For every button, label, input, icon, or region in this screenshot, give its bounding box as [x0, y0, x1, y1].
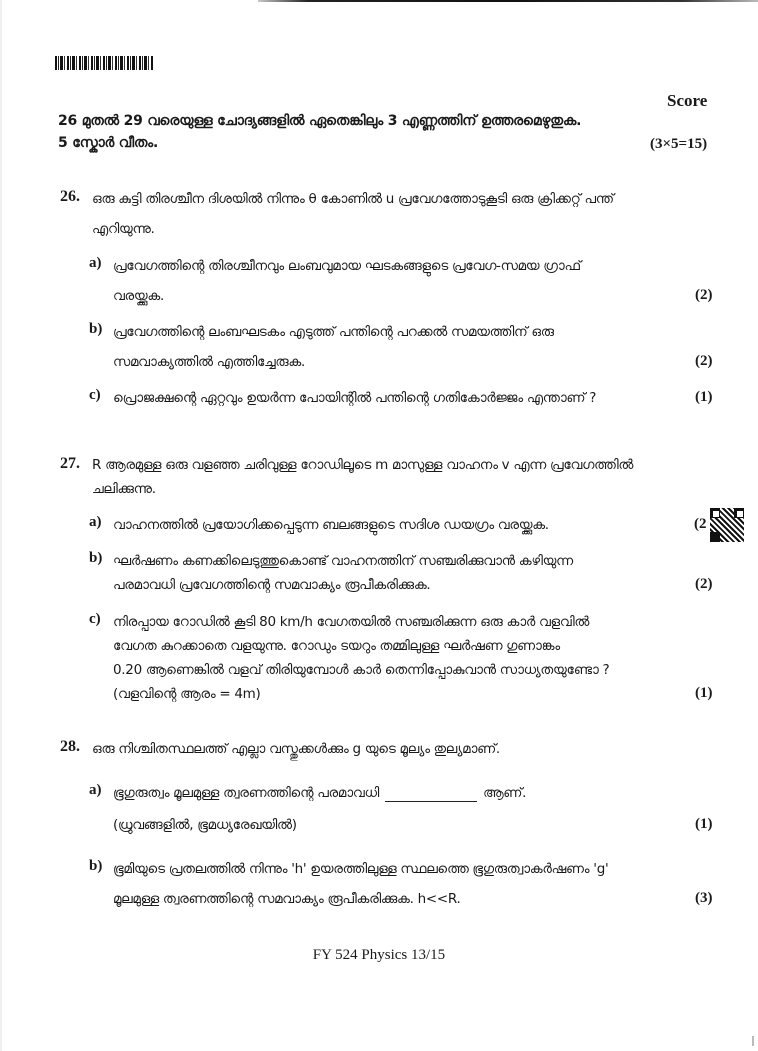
part-c-line3: 0.20 ആണെങ്കിൽ വളവ് തിരിയുമ്പോൾ കാർ തെന്നിപ്പോകുവാൻ സാധ്യതയുണ്ടോ ?: [113, 662, 610, 678]
part-a-marks: (2: [694, 516, 707, 532]
question-stem-line1: R ആരമുള്ള ഒരു വളഞ്ഞ ചരിവുള്ള റോഡിലൂടെ m മാസുള്ള വാഹനം v എന്ന പ്രവേഗത്തിൽ: [92, 457, 634, 473]
part-a-marks: (1): [695, 816, 713, 832]
part-c-line2: വേഗത കുറക്കാതെ വളയുന്നു. റോഡും ടയറും തമ്മിലുള്ള ഘർഷണ ഗുണാങ്കം: [113, 638, 560, 654]
part-a-text-after-blank: ആണ്.: [483, 785, 527, 801]
question-stem-line2: ചലിക്കുന്നു.: [92, 481, 156, 497]
question-stem-line1: ഒരു നിശ്ചിതസ്ഥലത്ത് എല്ലാ വസ്തുക്കൾക്കും g യുടെ മൂല്യം തുല്യമാണ്.: [92, 741, 500, 757]
section-instruction-line1: 26 മുതൽ 29 വരെയുള്ള ചോദ്യങ്ങളിൽ ഏതെങ്കിലും 3 എണ്ണത്തിന് ഉത്തരമെഴുതുക.: [58, 113, 582, 129]
part-label-b: b): [89, 321, 103, 337]
part-a-line2: വരയ്ക്കുക.: [113, 288, 164, 304]
part-label-b: b): [89, 550, 103, 566]
part-b-line2: മൂലമുള്ള ത്വരണത്തിന്റെ സമവാക്യം രൂപീകരിക്കുക. h<<R.: [113, 891, 461, 907]
part-b-line1: ഘർഷണം കണക്കിലെടുത്തുകൊണ്ട് വാഹനത്തിന് സഞ്ചരിക്കുവാൻ കഴിയുന്ന: [113, 553, 573, 569]
section-instruction-line2: 5 സ്കോർ വീതം.: [58, 135, 159, 151]
part-a-line1: വാഹനത്തിൽ പ്രയോഗിക്കപ്പെടുന്ന ബലങ്ങളുടെ സദിശ ഡയഗ്രം വരയ്ക്കുക.: [113, 517, 549, 533]
part-a-marks: (2): [695, 287, 713, 303]
part-a-text-before-blank: ഭൂഗുരുത്വം മൂലമുള്ള ത്വരണത്തിന്റെ പരമാവധി: [113, 785, 380, 801]
question-number: 27.: [60, 455, 80, 472]
question-stem-line1: ഒരു കുട്ടി തിരശ്ചീന ദിശയിൽ നിന്നും θ കോണിൽ u പ്രവേഗത്തോടുകൂടി ഒരു ക്രിക്കറ്റ് പന്ത്: [92, 191, 614, 207]
part-label-a: a): [89, 514, 102, 530]
part-b-marks: (2): [695, 576, 713, 592]
part-a-line2: (ധ്രുവങ്ങളിൽ, ഭൂമധ്യരേഖയിൽ): [113, 817, 297, 833]
question-number: 26.: [60, 188, 80, 205]
part-c-line4: (വളവിന്റെ ആരം = 4m): [113, 686, 261, 702]
part-label-c: c): [89, 611, 101, 627]
part-b-marks: (2): [695, 353, 713, 369]
part-c-line1: പ്രൊജക്ഷന്റെ ഏറ്റവും ഉയർന്ന പോയിന്റിൽ പന്തിന്റെ ഗതികോർജ്ജം എന്താണ് ?: [113, 390, 597, 406]
part-c-marks: (1): [695, 389, 713, 405]
score-column-heading: Score: [667, 91, 708, 110]
scan-left-edge: [0, 0, 2, 1051]
part-a-line1: [113, 785, 526, 802]
section-marks: (3×5=15): [650, 136, 708, 152]
part-b-line1: പ്രവേഗത്തിന്റെ ലംബഘടകം എടുത്ത് പന്തിന്റെ പറക്കൽ സമയത്തിന് ഒരു: [113, 324, 554, 340]
part-b-line2: സമവാക്യത്തിൽ എത്തിച്ചേരുക.: [113, 354, 305, 370]
fill-in-blank: [385, 785, 477, 802]
part-c-line1: നിരപ്പായ റോഡിൽ കൂടി 80 km/h വേഗതയിൽ സഞ്ചരിക്കുന്ന ഒരു കാർ വളവിൽ: [113, 614, 590, 630]
page-footer: FY 524 Physics 13/15: [312, 947, 446, 963]
part-label-b: b): [89, 858, 103, 874]
part-b-marks: (3): [695, 890, 713, 906]
part-c-marks: (1): [695, 685, 713, 701]
part-b-line1: ഭൂമിയുടെ പ്രതലത്തിൽ നിന്നും 'h' ഉയരത്തിലുള്ള സ്ഥലത്തെ ഭൂഗുരുത്വാകർഷണം 'g': [113, 861, 609, 877]
question-number: 28.: [60, 738, 80, 755]
part-label-c: c): [89, 387, 101, 403]
part-label-a: a): [89, 782, 102, 798]
question-stem-line2: എറിയുന്നു.: [92, 221, 155, 237]
part-label-a: a): [89, 255, 102, 271]
scan-artifact: [752, 1036, 754, 1046]
part-a-line1: പ്രവേഗത്തിന്റെ തിരശ്ചീനവും ലംബവുമായ ഘടകങ്ങളുടെ പ്രവേഗ-സമയ ഗ്രാഫ്: [113, 258, 581, 274]
qr-code-icon: [710, 508, 744, 542]
part-b-line2: പരമാവധി പ്രവേഗത്തിന്റെ സമവാക്യം രൂപീകരിക്കുക.: [113, 577, 431, 593]
scan-top-border: [258, 0, 758, 2]
barcode-icon: [55, 56, 153, 70]
